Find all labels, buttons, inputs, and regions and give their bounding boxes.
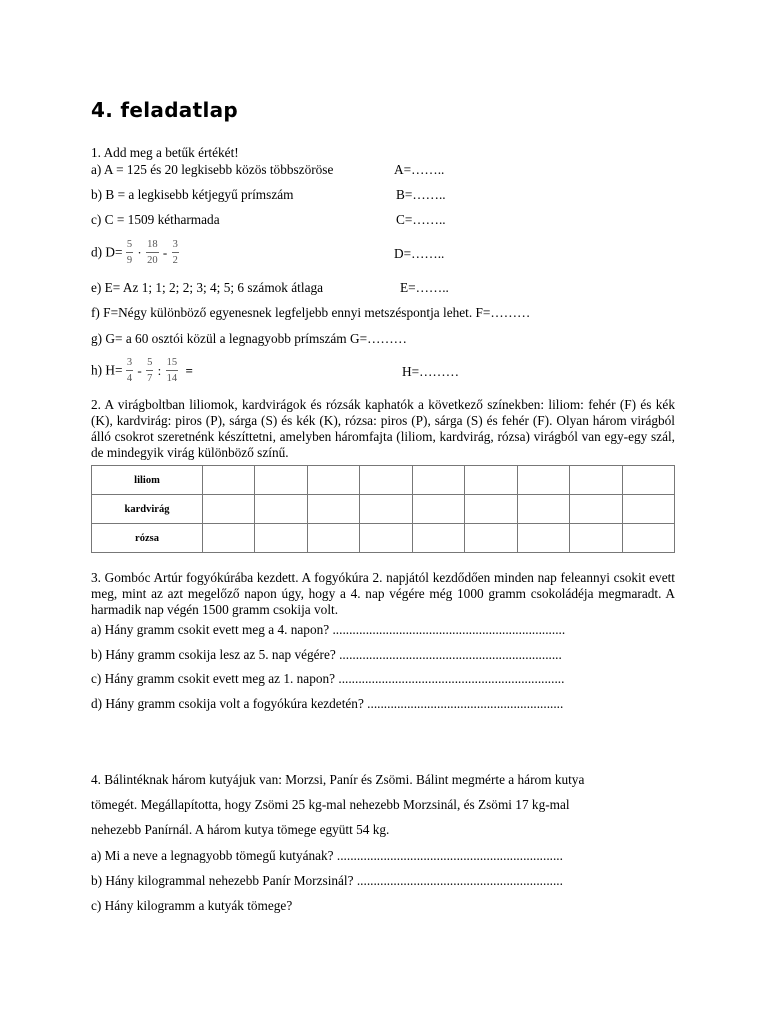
task1-answer-a: A=…….. <box>394 162 445 177</box>
table-cell[interactable] <box>203 524 255 553</box>
fraction-numerator: 18 <box>146 237 159 253</box>
table-cell[interactable] <box>360 524 412 553</box>
table-cell[interactable] <box>412 466 464 495</box>
table-cell[interactable] <box>622 495 675 524</box>
table-cell[interactable] <box>465 466 517 495</box>
table-cell[interactable] <box>360 495 412 524</box>
fraction-d-2 <box>146 237 159 268</box>
task1-item-f: f) F=Négy különböző egyenesnek legfeljebb ennyi metszéspontja lehet. F=……… <box>91 305 531 320</box>
fraction-numerator: 3 <box>126 355 133 371</box>
task4-question-b: b) Hány kilogrammal nehezebb Panír Morzsinál? .............................................................. <box>91 873 563 888</box>
task4-line-3: nehezebb Panírnál. A három kutya tömege együtt 54 kg. <box>91 822 390 837</box>
task1-item-d-label: d) D= <box>91 244 123 260</box>
table-cell[interactable] <box>203 495 255 524</box>
fraction-numerator: 15 <box>166 355 179 371</box>
table-cell[interactable] <box>570 524 622 553</box>
task2-text: 2. A virágboltban liliomok, kardvirágok és rózsák kaphatók a következő színekben: liliom: fehér (F) és kék (K), kardvirág: piros (P), sárga (S) és kék (K), rózsa: piros (P), sárga (S) és fehér (F). Olyan három virágból álló csokrot szeretnénk készíttetni, amelyben háromfajta (liliom, kardvirág, rózsa) virágból van egy-egy szál, de mindegyik virág különböző színű. <box>91 397 675 460</box>
task1-item-h-label: h) H= <box>91 362 123 378</box>
table-cell[interactable] <box>517 466 569 495</box>
table-cell[interactable] <box>360 466 412 495</box>
flower-color-table <box>91 465 675 553</box>
row-label-kardvirag: kardvirág <box>92 495 203 524</box>
task4-question-a: a) Mi a neve a legnagyobb tömegű kutyának? .................................................................... <box>91 848 563 863</box>
table-cell[interactable] <box>412 495 464 524</box>
task1-item-a: a) A = 125 és 20 legkisebb közös többszöröse <box>91 162 334 177</box>
task1-item-g: g) G= a 60 osztói közül a legnagyobb prímszám G=……… <box>91 331 407 346</box>
task1-item-d <box>91 237 179 268</box>
table-cell[interactable] <box>255 466 307 495</box>
table-cell[interactable] <box>307 524 359 553</box>
table-cell[interactable] <box>307 466 359 495</box>
task4-line-1: 4. Bálintéknak három kutyájuk van: Morzsi, Panír és Zsömi. Bálint megmérte a három kutya <box>91 772 585 787</box>
task3-question-a: a) Hány gramm csokit evett meg a 4. napon? ...................................................................... <box>91 622 566 637</box>
table-row <box>92 466 675 495</box>
row-label-liliom: liliom <box>92 466 203 495</box>
fraction-h-3 <box>166 355 179 386</box>
table-cell[interactable] <box>570 466 622 495</box>
task1-answer-b: B=…….. <box>396 187 446 202</box>
table-cell[interactable] <box>412 524 464 553</box>
fraction-h-1 <box>126 355 133 386</box>
task4-line-2: tömegét. Megállapította, hogy Zsömi 25 kg-mal nehezebb Morzsinál, és Zsömi 17 kg-mal <box>91 797 570 812</box>
fraction-denominator: 14 <box>166 373 178 384</box>
table-cell[interactable] <box>622 524 675 553</box>
table-cell[interactable] <box>517 524 569 553</box>
table-cell[interactable] <box>255 524 307 553</box>
table-row <box>92 495 675 524</box>
table-cell[interactable] <box>570 495 622 524</box>
table-cell[interactable] <box>203 466 255 495</box>
fraction-denominator: 4 <box>126 373 133 384</box>
fraction-numerator: 5 <box>126 237 133 253</box>
table-cell[interactable] <box>255 495 307 524</box>
task3-text: 3. Gombóc Artúr fogyókúrába kezdett. A fogyókúra 2. napjától kezdődően minden nap feleannyi csokit evett meg, mint az azt megelőző napon úgy, hogy a 4. nap végére még 1000 gramm csokoládéja megmaradt. A harmadik nap végén 1500 gramm csokija volt. <box>91 570 675 617</box>
operator-minus: - <box>137 362 142 378</box>
fraction-denominator: 7 <box>147 373 153 384</box>
table-row <box>92 524 675 553</box>
fraction-d-3 <box>172 237 179 268</box>
row-label-rozsa: rózsa <box>92 524 203 553</box>
operator-minus: - <box>162 244 168 260</box>
table-cell[interactable] <box>465 495 517 524</box>
task4-question-c: c) Hány kilogramm a kutyák tömege? <box>91 898 293 913</box>
task3-question-d: d) Hány gramm csokija volt a fogyókúra kezdetén? ........................................................... <box>91 696 564 711</box>
fraction-d-1 <box>126 237 133 268</box>
fraction-denominator: 20 <box>147 255 158 266</box>
task3-question-c: c) Hány gramm csokit evett meg az 1. napon? .................................................................... <box>91 671 565 686</box>
fraction-numerator: 3 <box>172 237 179 253</box>
task1-item-e: e) E= Az 1; 1; 2; 2; 3; 4; 5; 6 számok átlaga <box>91 280 324 295</box>
task1-answer-h: H=……… <box>402 364 459 379</box>
fraction-numerator: 5 <box>146 355 153 371</box>
task1-item-h <box>91 355 194 386</box>
table-cell[interactable] <box>465 524 517 553</box>
operator-divide: : <box>157 362 162 378</box>
table-cell[interactable] <box>307 495 359 524</box>
operator-times: · <box>137 244 142 260</box>
task1-answer-e: E=…….. <box>400 280 449 295</box>
fraction-denominator: 2 <box>172 255 178 266</box>
fraction-h-2 <box>146 355 153 386</box>
operator-equals: = <box>185 362 193 378</box>
task1-answer-d: D=…….. <box>394 246 445 261</box>
task1-heading: 1. Add meg a betűk értékét! <box>91 145 239 160</box>
table-cell[interactable] <box>622 466 675 495</box>
fraction-denominator: 9 <box>126 255 133 266</box>
table-cell[interactable] <box>517 495 569 524</box>
task3-question-b: b) Hány gramm csokija lesz az 5. nap végére? ................................................................... <box>91 647 562 662</box>
task1-item-c: c) C = 1509 kétharmada <box>91 212 220 227</box>
page-title: 4. feladatlap <box>91 98 239 122</box>
task1-answer-c: C=…….. <box>396 212 446 227</box>
task1-item-b: b) B = a legkisebb kétjegyű prímszám <box>91 187 294 202</box>
